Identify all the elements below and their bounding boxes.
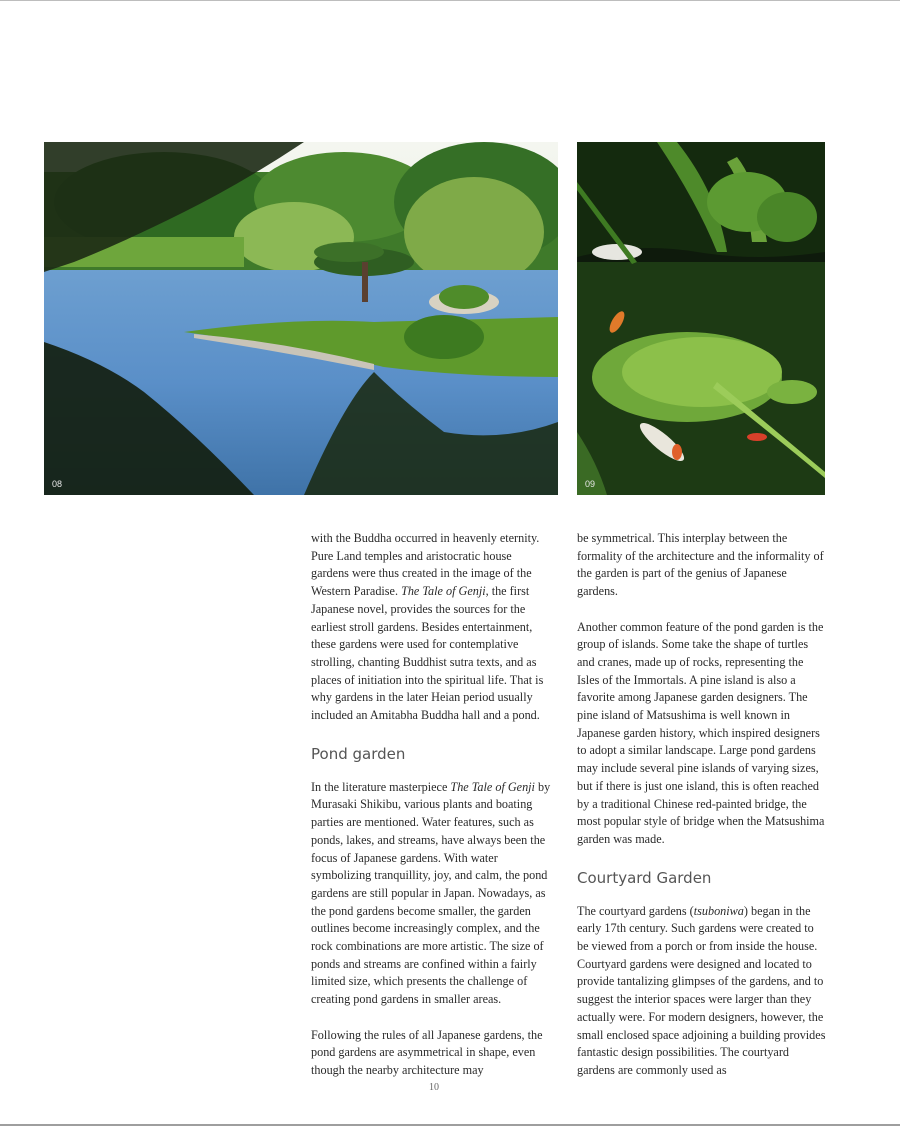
text-span: with the Buddha occurred in heavenly eternity. Pure Land temples and aristocratic house gardens were thus created in the image of the Western Paradise. <box>311 531 540 599</box>
book-title: The Tale of Genji <box>401 584 486 599</box>
paragraph <box>311 779 551 1009</box>
text-span: , the first Japanese novel, provides the sources for the earliest stroll gardens. Besides entertainment, these gardens were used for contemplative strolling, chanting Buddhist sutra texts, and as places of initiation into the spiritual life. That is why gardens in the later Heian period usually included an Amitabha Buddha hall and a pond. <box>311 584 544 723</box>
pond-landscape-image <box>44 142 558 495</box>
text-column-right <box>577 530 827 1080</box>
paragraph: Following the rules of all Japanese gardens, the pond gardens are asymmetrical in shape, even though the nearby architecture may <box>311 1027 543 1077</box>
paragraph <box>311 530 551 725</box>
page-number: 10 <box>429 1082 439 1093</box>
text-span: The courtyard gardens ( <box>577 903 694 918</box>
text-span: In the literature masterpiece <box>311 779 448 794</box>
paragraph: Another common feature of the pond garden is the group of islands. Some take the shape of turtles and cranes, made up of rocks, representing the Isles of the Immortals. A pine island is also a favorite among Japanese garden designers. The pine island of Matsushima is well known in Japanese garden history, which inspired designers to adopt a similar landscape. Large pond gardens may include several pine islands of varying sizes, but if there is just one island, this is often reached by a traditional Chinese red-painted bridge, the most popular style of bridge when the Matsushima garden was made. <box>577 619 825 846</box>
photo-pond-landscape <box>44 142 558 495</box>
japanese-term: tsuboniwa <box>693 903 744 918</box>
top-rule <box>0 0 900 1</box>
photo-koi-pond <box>577 142 825 495</box>
section-heading-courtyard-garden: Courtyard Garden <box>577 868 712 887</box>
koi-pond-image <box>577 142 825 495</box>
figure-number-09: 09 <box>585 479 596 489</box>
text-span: ) began in the early 17th century. Such gardens were created to be viewed from a porch or from inside the house. Courtyard gardens were designed and located to provide tantalizing glimpses of the gardens, and to suggest the interior spaces were larger than they actually were. For modern designers, however, the small enclosed space adjoining a building provides fantastic design possibilities. The courtyard gardens are commonly used as <box>577 903 826 1077</box>
text-column-left <box>311 530 551 1080</box>
paragraph <box>577 903 827 1080</box>
paragraph: be symmetrical. This interplay between the formality of the architecture and the informality of the garden is part of the genius of Japanese gardens. <box>577 531 824 599</box>
text-span: by Murasaki Shikibu, various plants and boating parties are mentioned. Water features, such as ponds, lakes, and streams, have always been the focus of Japanese gardens. With water symbolizing tranquillity, joy, and calm, the pond gardens are still popular in Japan. Nowadays, as the pond gardens become smaller, the garden outlines become increasingly complex, and the rock combinations are more artistic. The size of ponds and streams are confined within a fairly limited size, which presents the challenge of creating pond gardens in smaller areas. <box>311 779 551 1007</box>
section-heading-pond-garden: Pond garden <box>311 744 406 763</box>
book-title: The Tale of Genji <box>450 779 535 794</box>
figure-number-08: 08 <box>52 479 63 489</box>
